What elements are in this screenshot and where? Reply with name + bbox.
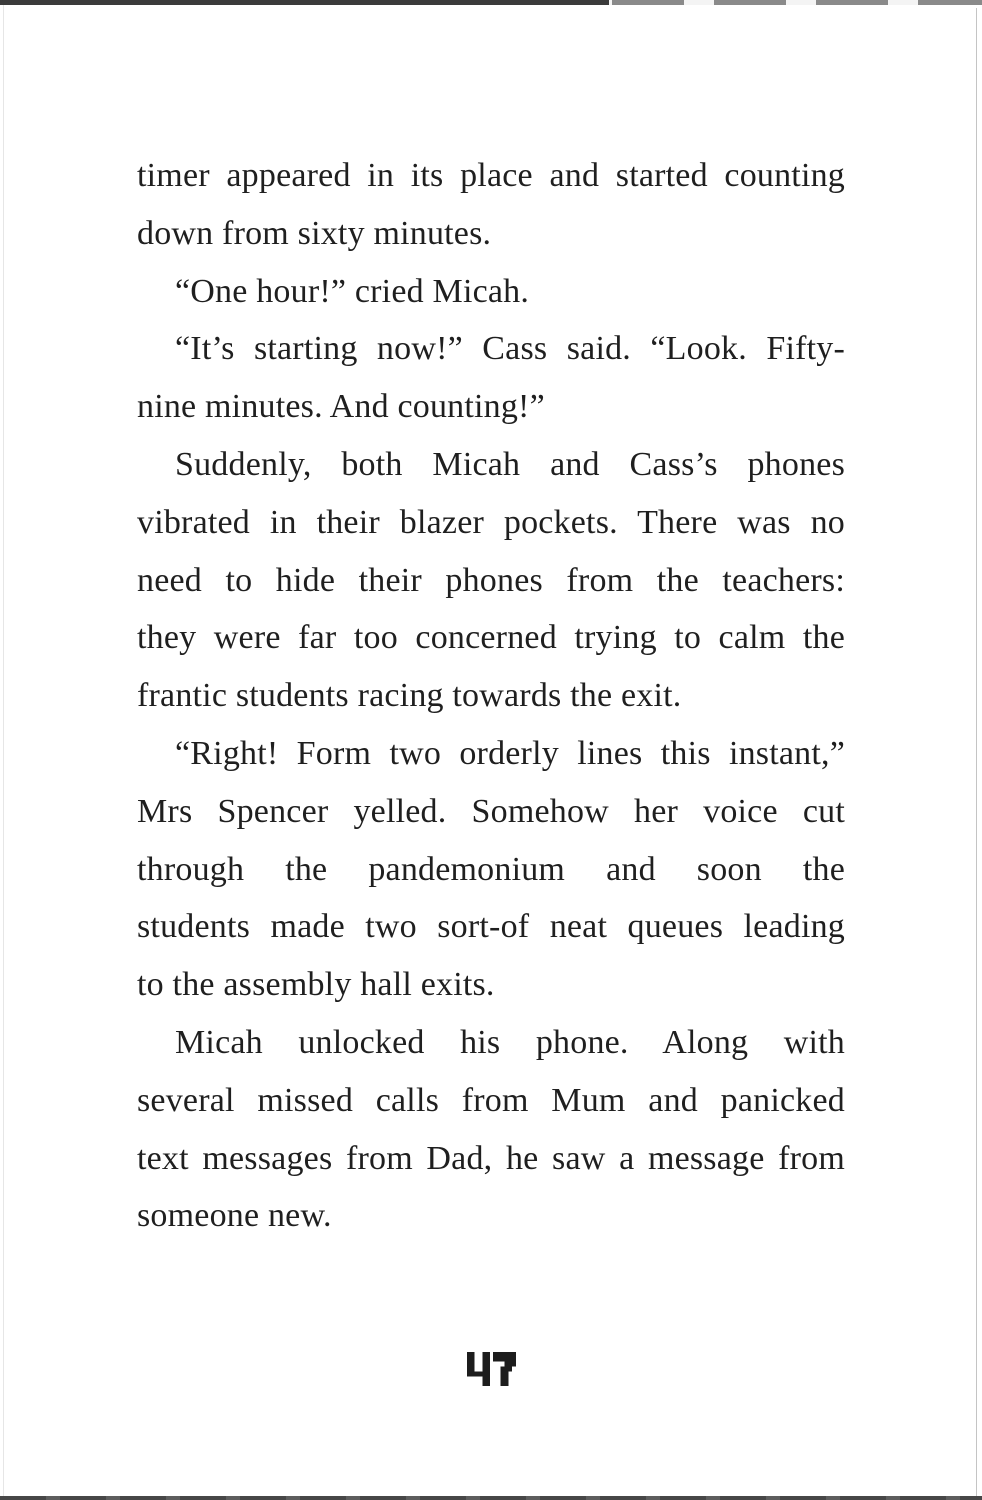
page-number-digit: [467, 1352, 490, 1386]
text-line: Mrs Spencer yelled. Somehow her voice cut: [137, 792, 845, 830]
text-line: “One hour!” cried Micah.: [175, 272, 530, 310]
text-line: nine minutes. And counting!”: [137, 388, 545, 426]
text-line: timer appeared in its place and started counting: [137, 157, 845, 194]
scan-artifact-top-band: [0, 0, 982, 5]
paragraph: [137, 1014, 845, 1245]
scan-artifact-bottom-band: [0, 1496, 982, 1500]
text-line: Suddenly, both Micah and Cass’s phones: [175, 445, 845, 483]
page-text-block: [137, 147, 845, 1245]
paragraph: [137, 147, 845, 263]
page-number-digit: [493, 1352, 516, 1386]
paragraph: [137, 263, 845, 321]
text-line: students made two sort-of neat queues leading: [137, 908, 845, 946]
text-line: to the assembly hall exits.: [137, 966, 495, 1004]
text-line: vibrated in their blazer pockets. There was no: [137, 503, 845, 541]
text-line: “Right! Form two orderly lines this instant,”: [175, 734, 845, 772]
text-line: Micah unlocked his phone. Along with: [175, 1023, 845, 1061]
paragraph: [137, 436, 845, 725]
text-line: someone new.: [137, 1197, 332, 1235]
text-line: through the pandemonium and soon the: [137, 850, 845, 888]
text-line: down from sixty minutes.: [137, 214, 492, 252]
page-edge-line-right: [976, 8, 977, 1496]
text-line: frantic students racing towards the exit.: [137, 677, 682, 715]
text-line: text messages from Dad, he saw a message from: [137, 1139, 845, 1177]
paragraph: [137, 320, 845, 436]
text-line: they were far too concerned trying to calm the: [137, 619, 845, 657]
text-line: several missed calls from Mum and panicked: [137, 1081, 845, 1119]
text-line: “It’s starting now!” Cass said. “Look. Fifty-: [175, 330, 845, 368]
page-edge-line-left: [3, 5, 4, 1496]
paragraph: [137, 725, 845, 1014]
text-line: need to hide their phones from the teachers:: [137, 561, 845, 599]
page-number: [0, 1352, 982, 1386]
